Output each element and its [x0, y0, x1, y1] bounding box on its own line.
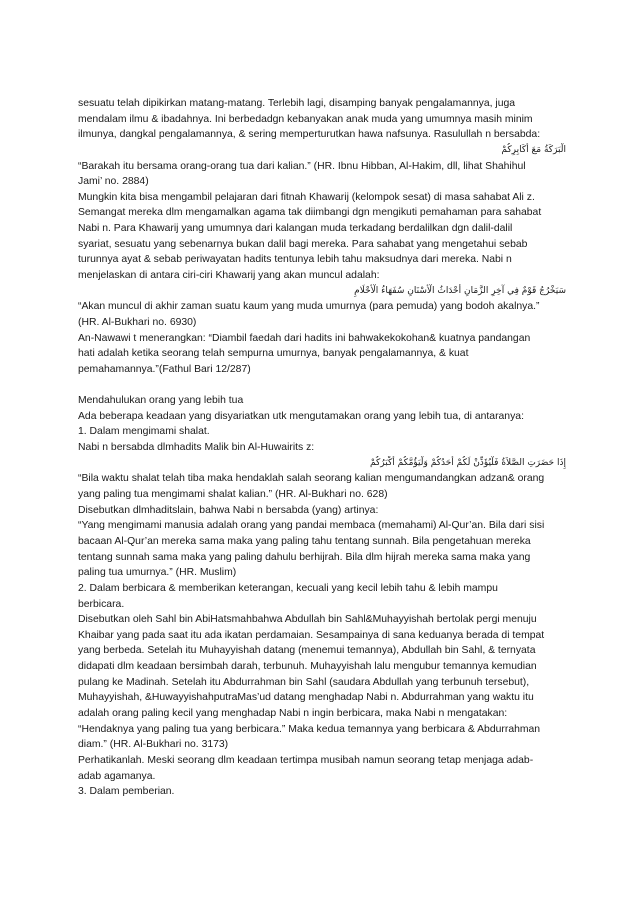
paragraph-gap: [78, 378, 566, 394]
body-text-line: diam.” (HR. Al-Bukhari no. 3173): [78, 739, 229, 751]
body-text-line: Semangat mereka dlm mengamalkan agama tak diimbangi dgn mengikuti pemahaman para sahabat: [78, 207, 542, 219]
body-text-line: An-Nawawi t menerangkan: “Diambil faedah dari hadits ini bahwakekokohan& kuatnya pandangan: [78, 332, 531, 344]
body-text-line: Mungkin kita bisa mengambil pelajaran dari fitnah Khawarij (kelompok sesat) di masa sahabat Ali z.: [78, 191, 535, 203]
body-text-line: Nabi n. Para Khawarij yang umumnya dari kalangan muda terkadang berdalilkan dgn dalil-dalil: [78, 223, 513, 235]
list-item-heading: 1. Dalam mengimami shalat.: [78, 426, 210, 438]
list-item-heading: 2. Dalam berbicara & memberikan keterangan, kecuali yang kecil lebih tahu & lebih mampu: [78, 582, 498, 594]
body-text-line: syariat, sesuatu yang sebenarnya bukan dalil bagi mereka. Para sahabat yang mengetahui sebab: [78, 238, 528, 250]
section-heading: Mendahulukan orang yang lebih tua: [78, 395, 244, 407]
body-text-line: menjelaskan di antara ciri-ciri Khawarij yang akan muncul adalah:: [78, 270, 380, 282]
body-text-line: mendalam ilmu & ibadahnya. Ini berbedadgn kebanyakan anak muda yang umumnya masih minim: [78, 113, 533, 125]
body-text-line: “Yang mengimami manusia adalah orang yang pandai membaca (memahami) Al-Qur’an. Bila dari sisi: [78, 520, 545, 532]
body-text-line: berbicara.: [78, 598, 125, 610]
body-text-line: ilmunya, dangkal pengalamannya, & sering memperturutkan hawa nafsunya. Rasulullah n bersabda:: [78, 129, 541, 141]
arabic-hadith-line: إِذَا حَضَرَتِ الصَّلاَةُ فَلْيُؤَذِّنْ لَكُمْ أَحَدُكُمْ وَلْيَؤُمَّكُمْ أَكْبَرُكُمْ: [370, 457, 566, 468]
body-text-line: Ada beberapa keadaan yang disyariatkan utk mengutamakan orang yang lebih tua, di antaranya:: [78, 410, 524, 422]
body-text-line: tentang sunnah sama maka yang paling dahulu berhijrah. Bila dlm hijrah mereka sama maka yang: [78, 551, 531, 563]
body-text-line: sesuatu telah dipikirkan matang-matang. Terlebih lagi, disamping banyak pengalamannya, juga: [78, 98, 516, 109]
body-text-line: “Akan muncul di akhir zaman suatu kaum yang muda umurnya (para pemuda) yang bodoh akalnya.”: [78, 301, 540, 313]
body-text-line: (HR. Al-Bukhari no. 6930): [78, 316, 197, 328]
body-text-line: pulang ke Madinah. Setelah itu Abdurrahman bin Sahl (saudara Abdullah yang terbunuh tersebut),: [78, 676, 530, 688]
body-text-line: pemahamannya.”(Fathul Bari 12/287): [78, 363, 251, 375]
body-text-line: yang paling tua mengimami shalat kalian.” (HR. Al-Bukhari no. 628): [78, 489, 388, 501]
body-text-line: adab agamanya.: [78, 770, 156, 782]
arabic-hadith-line: الْبَرَكَةُ مَعَ أَكَابِرِكُمْ: [501, 144, 566, 155]
body-text-line: Jami’ no. 2884): [78, 176, 149, 188]
body-text-line: Nabi n bersabda dlmhadits Malik bin Al-Huwairits z:: [78, 442, 315, 454]
body-text-line: turunnya ayat & sebab periwayatan hadits tentunya lebih tahu maksudnya dari mereka. Nabi n: [78, 254, 512, 266]
body-text-line: “Barakah itu bersama orang-orang tua dari kalian.” (HR. Ibnu Hibban, Al-Hakim, dll, lihat Shahihul: [78, 160, 526, 172]
body-text-line: Disebutkan oleh Sahl bin AbiHatsmahbahwa Abdullah bin Sahl&Muhayyishah bertolak pergi menuju: [78, 614, 537, 626]
body-text-line: “Hendaknya yang paling tua yang berbicara.” Maka kedua temannya yang berbicara & Abdurrahman: [78, 723, 541, 735]
list-item-heading: 3. Dalam pemberian.: [78, 786, 175, 798]
arabic-hadith-line: سَيَخْرُجُ قَوْمٌ فِي آخِرِ الزَّمَانِ أَحْدَاثُ الْأَسْنَانِ سُفَهَاءُ الْأَحْلَامِ: [354, 285, 566, 296]
body-text-line: bacaan Al-Qur’an mereka sama maka yang paling tahu tentang sunnah. Bila pengetahuan mereka: [78, 535, 531, 547]
body-text-line: Muhayyishah, &HuwayyishahputraMas’ud datang menghadap Nabi n. Abdurrahman yang waktu itu: [78, 692, 534, 704]
body-text-line: Disebutkan dlmhaditslain, bahwa Nabi n bersabda (yang) artinya:: [78, 504, 379, 516]
body-text-line: yang berbeda. Setelah itu Muhayyishah datang (menemui temannya), Abdullah bin Sahl, & ternyata: [78, 645, 536, 657]
body-text-line: paling tua umurnya.” (HR. Muslim): [78, 567, 237, 579]
document-page: [78, 96, 566, 800]
body-text-line: adalah orang paling kecil yang menghadap Nabi n ingin berbicara, maka Nabi n mengatakan:: [78, 707, 508, 719]
body-text-line: Perhatikanlah. Meski seorang dlm keadaan tertimpa musibah namun seorang tetap menjaga adab-: [78, 754, 534, 766]
body-text-line: hati adalah ketika seorang telah sempurna umurnya, banyak pengalamannya, & kuat: [78, 348, 469, 360]
body-text-line: Khaibar yang pada saat itu ada ikatan perdamaian. Sesampainya di sana keduanya berada di tempat: [78, 629, 545, 641]
body-text-line: didapati dlm keadaan bersimbah darah, terbunuh. Muhayyishah lalu mengubur temannya kemudian: [78, 661, 537, 673]
body-text-line: “Bila waktu shalat telah tiba maka hendaklah salah seorang kalian mengumandangkan adzan& orang: [78, 473, 545, 485]
